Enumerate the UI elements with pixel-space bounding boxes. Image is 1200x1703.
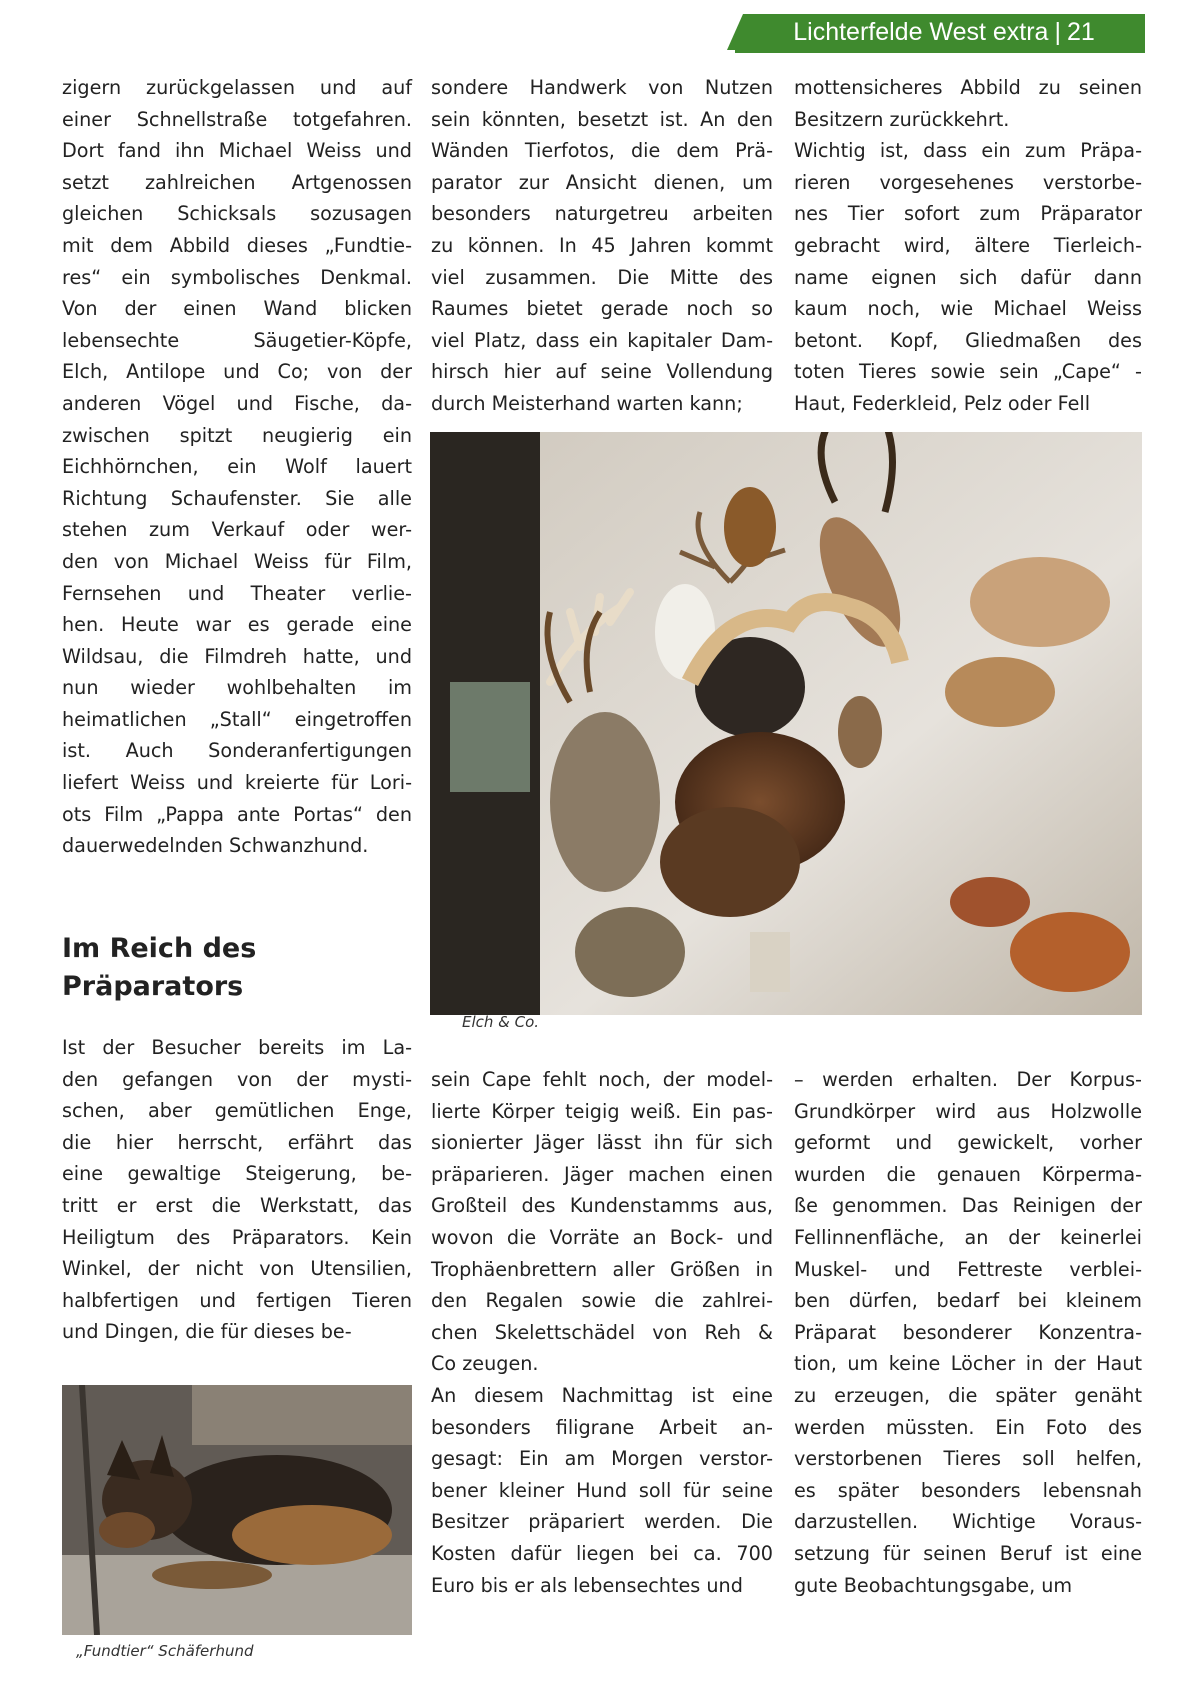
publication-title: Lichterfelde West extra [793, 17, 1049, 46]
text-line: wurden die genauen Körperma- [794, 1162, 1142, 1186]
text-line: zu erzeugen, die später genäht [794, 1383, 1142, 1407]
text-line: Richtung Schaufenster. Sie alle [62, 486, 412, 510]
text-line: zwischen spitzt neugierig ein [62, 423, 412, 447]
text-line: Präparat besonderer Konzentra- [794, 1320, 1142, 1344]
text-line: den von Michael Weiss für Film, [62, 549, 412, 573]
text-line: setzt zahlreichen Artgenossen [62, 170, 412, 194]
text-line: rieren vorgesehenes verstorbe- [794, 170, 1142, 194]
text-line: Raumes bietet gerade noch so [431, 297, 773, 321]
taxidermy-photo [430, 432, 1142, 1015]
column-3-bottom-text [794, 1064, 1142, 1601]
text-line: sein Cape fehlt noch, der model- [431, 1068, 773, 1091]
main-photo-caption: Elch & Co. [462, 1013, 540, 1031]
text-line: name eignen sich dafür dann [794, 265, 1142, 289]
text-line: lierte Körper teigig weiß. Ein pas- [431, 1099, 773, 1123]
text-line: Besitzer präpariert werden. Die [431, 1510, 773, 1534]
text-line: parator zur Ansicht dienen, um [431, 170, 773, 194]
text-line: Co zeugen. [431, 1352, 539, 1376]
text-line: mit dem Abbild dieses „Fundtie- [62, 233, 412, 257]
text-line: den gefangen von der mysti- [62, 1067, 412, 1091]
column-2-top-text [431, 72, 773, 420]
text-line: es später besonders lebensnah [794, 1478, 1142, 1502]
text-line: heimatlichen „Stall“ eingetroffen [62, 707, 412, 731]
dog-photo-caption: „Fundtier“ Schäferhund [76, 1642, 254, 1660]
text-line: betont. Kopf, Gliedmaßen des [794, 328, 1142, 352]
text-line: werden müssten. Ein Foto des [794, 1415, 1142, 1439]
text-line: nes Tier sofort zum Präparator [794, 202, 1142, 226]
text-line: gesagt: Ein am Morgen verstor- [431, 1447, 773, 1471]
text-line: eine gewaltige Steigerung, be- [62, 1162, 412, 1186]
column-1-top-text [62, 72, 412, 862]
text-line: dauerwedelnden Schwanzhund. [62, 834, 369, 858]
text-line: setzung für seinen Beruf ist eine [794, 1541, 1142, 1565]
section-heading-line-1: Im Reich des [62, 933, 257, 964]
text-line: toten Tieres sowie sein „Cape“ - [794, 360, 1142, 384]
column-2-bottom-text [431, 1064, 773, 1601]
text-line: die hier herrscht, erfährt das [62, 1130, 412, 1154]
text-line: Ist der Besucher bereits im La- [62, 1036, 412, 1059]
text-line: schen, aber gemütlichen Enge, [62, 1099, 412, 1123]
text-line: besonders naturgetreu arbeiten [431, 202, 773, 226]
text-line: An diesem Nachmittag ist eine [431, 1383, 773, 1407]
text-line: Eichhörnchen, ein Wolf lauert [62, 455, 412, 479]
text-line: stehen zum Verkauf oder wer- [62, 518, 412, 542]
text-line: Großteil des Kundenstamms aus, [431, 1194, 773, 1218]
text-line: Trophäenbrettern aller Größen in [431, 1257, 773, 1281]
header-separator: | [1054, 17, 1061, 46]
text-line: durch Meisterhand warten kann; [431, 391, 743, 415]
text-line: Elch, Antilope und Co; von der [62, 360, 412, 384]
text-line: geformt und gewickelt, vorher [794, 1131, 1142, 1155]
text-line: zu können. In 45 Jahren kommt [431, 233, 773, 257]
text-line: hen. Heute war es gerade eine [62, 613, 412, 637]
text-line: nun wieder wohlbehalten im [62, 676, 412, 700]
text-line: bener kleiner Hund soll für seine [431, 1478, 773, 1502]
text-line: tritt er erst die Werkstatt, das [62, 1193, 412, 1217]
text-line: sein könnten, besetzt ist. An den [431, 107, 773, 131]
text-line: Winkel, der nicht von Utensilien, [62, 1257, 412, 1281]
text-line: halbfertigen und fertigen Tieren [62, 1288, 412, 1312]
dog-photo [62, 1385, 412, 1635]
text-line: wovon die Vorräte an Bock- und [431, 1225, 773, 1249]
text-line: Grundkörper wird aus Holzwolle [794, 1099, 1142, 1123]
header-tab [743, 14, 1145, 50]
taxidermy-photo-graphic [430, 432, 1142, 1015]
text-line: Dort fand ihn Michael Weiss und [62, 139, 412, 163]
text-line: einer Schnellstraße totgefahren. [62, 107, 412, 131]
text-line: verstorbenen Tieres soll helfen, [794, 1447, 1142, 1471]
text-line: sondere Handwerk von Nutzen [431, 76, 773, 99]
text-line: Von der einen Wand blicken [62, 297, 412, 321]
text-line: Heiligtum des Präparators. Kein [62, 1225, 412, 1249]
page-number: 21 [1066, 17, 1095, 46]
text-line: Muskel- und Fettreste verblei- [794, 1257, 1142, 1281]
text-line: res“ ein symbolisches Denkmal. [62, 265, 412, 289]
text-line: gleichen Schicksals sozusagen [62, 202, 412, 226]
text-line: Besitzern zurückkehrt. [794, 107, 1010, 131]
section-heading-line-2: Präparators [62, 971, 244, 1002]
text-line: Wichtig ist, dass ein zum Präpa- [794, 139, 1142, 163]
text-line: hirsch hier auf seine Vollendung [431, 360, 773, 384]
text-line: Fellinnenfläche, an der keinerlei [794, 1225, 1142, 1249]
text-line: ben dürfen, bedarf bei kleinem [794, 1289, 1142, 1313]
column-3-top-text [794, 72, 1142, 420]
text-line: viel zusammen. Die Mitte des [431, 265, 773, 289]
text-line: liefert Weiss und kreierte für Lori- [62, 771, 412, 795]
text-line: tion, um keine Löcher in der Haut [794, 1352, 1142, 1376]
text-line: lebensechte Säugetier-Köpfe, [62, 328, 412, 352]
text-line: sionierter Jäger lässt ihn für sich [431, 1131, 773, 1155]
page-header [735, 14, 1145, 53]
text-line: gebracht wird, ältere Tierleich- [794, 233, 1142, 257]
text-line: Fernsehen und Theater verlie- [62, 581, 412, 605]
text-line: ots Film „Pappa ante Portas“ den [62, 802, 412, 826]
text-line: viel Platz, dass ein kapitaler Dam- [431, 328, 773, 352]
text-line: präparieren. Jäger machen einen [431, 1162, 773, 1186]
text-line: gute Beobachtungsgabe, um [794, 1573, 1073, 1597]
text-line: besonders filigrane Arbeit an- [431, 1415, 773, 1439]
section-heading [62, 930, 442, 1006]
text-line: ist. Auch Sonderanfertigungen [62, 739, 412, 763]
text-line: zigern zurückgelassen und auf [62, 76, 412, 99]
dog-photo-graphic [62, 1385, 412, 1635]
text-line: mottensicheres Abbild zu seinen [794, 76, 1142, 99]
text-line: Wänden Tierfotos, die dem Prä- [431, 139, 773, 163]
text-line: – werden erhalten. Der Korpus- [794, 1068, 1142, 1091]
text-line: Wildsau, die Filmdreh hatte, und [62, 644, 412, 668]
text-line: darzustellen. Wichtige Voraus- [794, 1510, 1142, 1534]
column-1-bottom-text [62, 1032, 412, 1348]
text-line: kaum noch, wie Michael Weiss [794, 297, 1142, 321]
text-line: chen Skelettschädel von Reh & [431, 1320, 773, 1344]
text-line: Haut, Federkleid, Pelz oder Fell [794, 391, 1091, 415]
text-line: ße genommen. Das Reinigen der [794, 1194, 1142, 1218]
text-line: Euro bis er als lebensechtes und [431, 1573, 743, 1597]
text-line: Kosten dafür liegen bei ca. 700 [431, 1541, 773, 1565]
text-line: und Dingen, die für dieses be- [62, 1320, 352, 1344]
text-line: den Regalen sowie die zahlrei- [431, 1289, 773, 1313]
text-line: anderen Vögel und Fische, da- [62, 391, 412, 415]
